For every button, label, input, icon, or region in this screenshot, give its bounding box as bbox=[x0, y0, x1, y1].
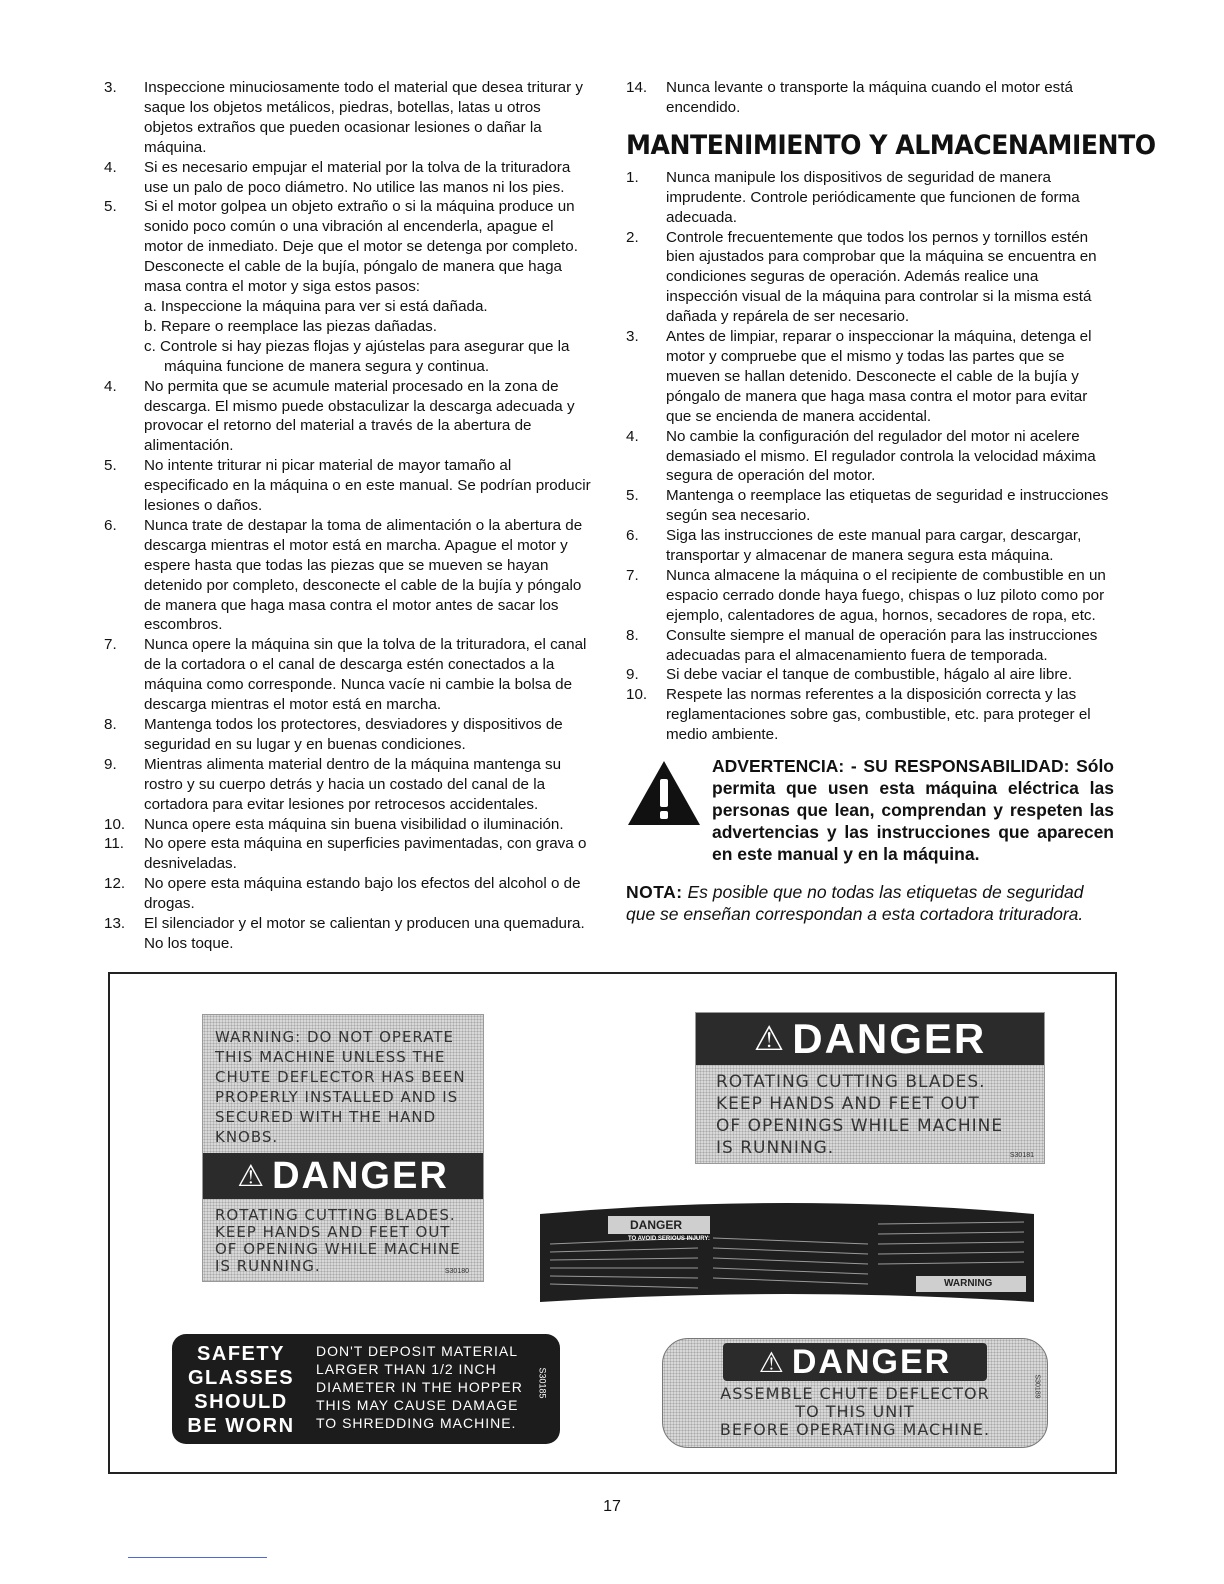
label-line: SAFETY bbox=[197, 1343, 285, 1365]
list-item bbox=[104, 874, 592, 914]
sub-list-item: c. Controle si hay piezas flojas y ajústelas para asegurar que la máquina funcione de manera segura y continua. bbox=[144, 337, 570, 375]
label-line: BE WORN bbox=[187, 1415, 295, 1437]
label-line: IS RUNNING. bbox=[716, 1138, 835, 1158]
list-item-number: 4. bbox=[626, 427, 639, 445]
danger-banner: ⚠ DANGER bbox=[203, 1153, 483, 1199]
label-line: ASSEMBLE CHUTE DEFLECTOR bbox=[720, 1384, 990, 1403]
list-item-text: Nunca opere la máquina sin que la tolva de la trituradora, el canal de la cortadora o el canal de descarga estén conectados a la máquina como corresponde. Nunca vacíe ni cambie la bolsa de descarga mientras el motor está en marcha. bbox=[144, 636, 587, 714]
list-item bbox=[104, 914, 592, 954]
sub-list-item: a. Inspeccione la máquina para ver si está dañada. bbox=[144, 297, 488, 315]
label-line: KEEP HANDS AND FEET OUT bbox=[716, 1094, 980, 1114]
danger-icon: ⚠ bbox=[753, 1020, 787, 1058]
label-safety-glasses: SAFETY GLASSES SHOULD BE WORN DON'T DEPOSIT MATERIAL LARGER THAN 1/2 INCH DIAMETER IN THE HOPPER THIS MAY CAUSE DAMAGE TO SHREDDING MACHINE. S30185 bbox=[172, 1334, 560, 1444]
list-item-text: Mantenga todos los protectores, desviadores y dispositivos de seguridad en su lugar y en buenas condiciones. bbox=[144, 716, 563, 753]
list-item-text: Consulte siempre el manual de operación para las instrucciones adecuadas para el almacenamiento fuera de temporada. bbox=[666, 626, 1098, 664]
label-line: WARNING: DO NOT OPERATE bbox=[215, 1028, 454, 1046]
label-line: BEFORE OPERATING MACHINE. bbox=[719, 1420, 991, 1439]
danger-banner: ⚠ DANGER bbox=[696, 1013, 1044, 1065]
list-item-text: Antes de limpiar, reparar o inspeccionar la máquina, detenga el motor y compruebe que el mismo y todas las partes que se mueven se hallan detenido. Desconecte el cable de la bujía y póngalo de manera que haga masa contra el motor para evitar que se encienda de manera accidental. bbox=[666, 328, 1092, 425]
list-item bbox=[104, 78, 592, 158]
safety-list-continued bbox=[626, 78, 1114, 118]
left-column bbox=[104, 78, 592, 954]
list-item: 14. Nunca levante o transporte la máquina cuando el motor está encendido. bbox=[626, 79, 1073, 116]
label-line: DIAMETER IN THE HOPPER bbox=[316, 1379, 523, 1395]
maintenance-list bbox=[626, 168, 1114, 745]
list-item-text: No opere esta máquina en superficies pavimentadas, con grava o desniveladas. bbox=[144, 835, 587, 873]
label-curved-danger-warning: DANGER TO AVOID SERIOUS INJURY: WARNING bbox=[538, 1192, 1036, 1304]
list-item-text: No opere esta máquina estando bajo los efectos del alcohol o de drogas. bbox=[144, 875, 581, 913]
label-danger-rotating-blades: ⚠ DANGER ROTATING CUTTING BLADES. KEEP HANDS AND FEET OUT OF OPENINGS WHILE MACHINE IS RUNNING. S30181 bbox=[695, 1012, 1045, 1164]
list-item bbox=[626, 486, 1114, 526]
list-item-text: Inspeccione minuciosamente todo el material que desea triturar y saque los objetos metálicos, piedras, botellas, latas u otros objetos extraños que pueden ocasionar lesiones o dañar la máquina. bbox=[144, 79, 583, 156]
list-item-text: No intente triturar ni picar material de mayor tamaño al especificado en la máquina o en este manual. Se podrían producir lesiones o daños. bbox=[144, 457, 591, 515]
label-line: GLASSES bbox=[187, 1367, 295, 1389]
list-item bbox=[104, 815, 592, 835]
list-item-text: Respete las normas referentes a la disposición correcta y las reglamentaciones sobre gas, combustible, etc. para proteger el medio ambiente. bbox=[666, 686, 1091, 744]
warning-triangle-icon bbox=[626, 759, 702, 827]
list-item-text: Siga las instrucciones de este manual para cargar, descargar, transportar y almacenar de manera segura esta máquina. bbox=[666, 527, 1082, 565]
list-item-number: 9. bbox=[626, 666, 639, 684]
label-line: PROPERLY INSTALLED AND IS bbox=[215, 1088, 459, 1106]
list-item-number: 2. bbox=[626, 228, 639, 246]
label-warning-lines bbox=[215, 1027, 466, 1147]
list-item-number: 1. bbox=[626, 168, 639, 186]
list-item bbox=[104, 197, 592, 376]
warning-text: ADVERTENCIA: - SU RESPONSABILIDAD: Sólo permita que usen esta máquina eléctrica las personas que lean, comprendan y respeten las advertencias y las instrucciones que aparecen en este manual y en la máquina. bbox=[712, 756, 1114, 865]
list-item-number: 3. bbox=[104, 79, 117, 96]
list-item-number: 9. bbox=[104, 755, 117, 773]
label-line: KEEP HANDS AND FEET OUT bbox=[215, 1223, 451, 1241]
list-item-number: 11. bbox=[104, 835, 124, 853]
list-item-text: Nunca almacene la máquina o el recipiente de combustible en un espacio cerrado donde haya fuego, chispas o luz piloto como por ejemplo, calentadores de agua, hornos, secadores de ropa, etc. bbox=[666, 566, 1106, 624]
list-item-text: Mantenga o reemplace las etiquetas de seguridad e instrucciones según sea necesario. bbox=[666, 487, 1109, 525]
list-item-text: Si debe vaciar el tanque de combustible, hágalo al aire libre. bbox=[666, 666, 1073, 684]
label-line: THIS MACHINE UNLESS THE bbox=[215, 1048, 446, 1066]
note bbox=[626, 881, 1114, 925]
list-item bbox=[626, 626, 1114, 666]
list-item-number: 10. bbox=[104, 815, 126, 833]
label-line: SECURED WITH THE HAND bbox=[215, 1108, 437, 1126]
list-item bbox=[626, 526, 1114, 566]
note-label: NOTA: bbox=[626, 882, 683, 903]
list-item-text: Si el motor golpea un objeto extraño o si la máquina produce un sonido poco común o una vibración al encenderla, apague el motor de inmediato. Deje que el motor se detenga por completo. Desconecte el cable de la bujía, póngalo de manera que haga masa contra el motor y siga estos pasos: bbox=[144, 198, 578, 296]
list-item bbox=[626, 566, 1114, 626]
list-item-text: Nunca manipule los dispositivos de seguridad de manera imprudente. Controle periódicamente que funcionen de forma adecuada. bbox=[666, 168, 1080, 226]
list-item-number: 7. bbox=[104, 636, 117, 654]
label-warning-danger: WARNING: DO NOT OPERATE THIS MACHINE UNLESS THE CHUTE DEFLECTOR HAS BEEN PROPERLY INSTALLED AND IS SECURED WITH THE HAND KNOBS. ⚠ DANGER ROTATING CUTTING BLADES. KEEP HANDS AND FEET OUT OF OPENING WHILE MACHINE IS RUNNING. S30180 bbox=[202, 1014, 484, 1282]
list-item bbox=[104, 158, 592, 198]
list-item-number: 5. bbox=[626, 487, 639, 505]
list-item-number: 12. bbox=[104, 875, 126, 893]
danger-icon: ⚠ bbox=[237, 1159, 267, 1193]
list-item-text: Mientras alimenta material dentro de la máquina mantenga su rostro y su cuerpo detrás y hacia un costado del canal de la cortadora para evitar lesiones por retrocesos accidentales. bbox=[144, 755, 562, 813]
list-item bbox=[104, 377, 592, 457]
list-item bbox=[104, 755, 592, 815]
list-item bbox=[626, 665, 1114, 685]
list-item-number: 10. bbox=[626, 686, 648, 704]
list-item bbox=[104, 516, 592, 635]
list-item bbox=[104, 456, 592, 516]
label-danger-lines bbox=[716, 1071, 1003, 1159]
list-item-number: 4. bbox=[104, 158, 117, 176]
label-line: IS RUNNING. bbox=[215, 1257, 321, 1275]
list-item bbox=[626, 327, 1114, 427]
sub-list bbox=[144, 297, 592, 377]
list-item-number: 8. bbox=[104, 716, 117, 733]
list-item-text: No cambie la configuración del regulador del motor ni acelere demasiado el mismo. El regulador controla la velocidad máxima segura de operación del motor. bbox=[666, 427, 1096, 485]
safety-list bbox=[104, 78, 592, 954]
label-deposit-warning-text bbox=[316, 1342, 523, 1432]
section-title: MANTENIMIENTO Y ALMACENAMIENTO bbox=[626, 129, 1156, 161]
label-danger-lines bbox=[663, 1385, 1047, 1439]
list-item bbox=[104, 834, 592, 874]
list-item-text: El silenciador y el motor se calientan y producen una quemadura. No los toque. bbox=[144, 915, 585, 952]
label-line: THIS MAY CAUSE DAMAGE bbox=[316, 1397, 519, 1413]
label-line: CHUTE DEFLECTOR HAS BEEN bbox=[215, 1068, 466, 1086]
page-number: 17 bbox=[603, 1498, 621, 1515]
list-item bbox=[626, 168, 1114, 228]
list-item bbox=[104, 715, 592, 755]
label-line: KNOBS. bbox=[215, 1128, 279, 1146]
label-line: ROTATING CUTTING BLADES. bbox=[215, 1206, 456, 1224]
list-item bbox=[626, 228, 1114, 328]
label-danger-assemble-chute: ⚠ DANGER ASSEMBLE CHUTE DEFLECTOR TO THIS UNIT BEFORE OPERATING MACHINE. S30189 bbox=[662, 1338, 1048, 1448]
list-item-number: 3. bbox=[626, 328, 639, 346]
footer-rule bbox=[128, 1557, 267, 1558]
danger-banner: ⚠ DANGER bbox=[723, 1343, 987, 1381]
list-item-number: 6. bbox=[104, 516, 117, 534]
list-item-text: Nunca trate de destapar la toma de alimentación o la abertura de descarga mientras el motor está en marcha. Apague el motor y espere hasta que todas las piezas que se mueven se hayan detenido por completo, desconecte el cable de la bujía y póngalo de manera que haga masa contra el motor antes de sacar los escombros. bbox=[144, 516, 583, 634]
list-item-number: 5. bbox=[104, 198, 117, 216]
list-item-text: Controle frecuentemente que todos los pernos y tornillos estén bien ajustados para comprobar que la máquina se encuentra en condiciones seguras de operación. Además realice una inspección visual de la máquina para controlar si la misma está dañada y repárela de ser necesario. bbox=[666, 228, 1097, 326]
right-column bbox=[626, 78, 1156, 925]
safety-labels-box bbox=[108, 972, 1117, 1474]
list-item-text: Si es necesario empujar el material por la tolva de la trituradora use un palo de poco diámetro. No utilice las manos ni los pies. bbox=[144, 158, 571, 196]
sub-list-item: b. Repare o reemplace las piezas dañadas. bbox=[144, 317, 437, 335]
label-danger-lines bbox=[215, 1207, 461, 1275]
list-item-number: 6. bbox=[626, 527, 639, 545]
list-item-number: 5. bbox=[104, 457, 117, 475]
label-line: LARGER THAN 1/2 INCH bbox=[316, 1361, 497, 1377]
list-item-text: Nunca opere esta máquina sin buena visibilidad o iluminación. bbox=[144, 815, 564, 833]
label-line: ROTATING CUTTING BLADES. bbox=[716, 1072, 986, 1092]
label-line: DON'T DEPOSIT MATERIAL bbox=[316, 1343, 519, 1359]
list-item bbox=[626, 427, 1114, 487]
list-item bbox=[626, 685, 1114, 745]
list-item-number: 13. bbox=[104, 915, 126, 933]
label-line: SHOULD bbox=[194, 1391, 288, 1413]
list-item-text: No permita que se acumule material procesado en la zona de descarga. El mismo puede obstaculizar la descarga adecuada y provocar el retorno del material a través de la abertura de alimentación. bbox=[144, 377, 575, 455]
note-text: Es posible que no todas las etiquetas de seguridad que se enseñan correspondan a esta cortadora trituradora. bbox=[626, 882, 1084, 925]
label-safety-glasses-text bbox=[186, 1342, 296, 1438]
label-line: OF OPENINGS WHILE MACHINE bbox=[716, 1116, 1004, 1136]
label-line: TO SHREDDING MACHINE. bbox=[316, 1415, 517, 1431]
danger-icon: ⚠ bbox=[758, 1346, 786, 1378]
label-line: OF OPENING WHILE MACHINE bbox=[215, 1240, 461, 1258]
list-item-number: 8. bbox=[626, 626, 639, 644]
warning-block bbox=[626, 755, 1114, 865]
label-line: TO THIS UNIT bbox=[795, 1402, 915, 1421]
list-item-number: 7. bbox=[626, 566, 639, 584]
list-item-number: 4. bbox=[104, 377, 117, 395]
list-item bbox=[104, 635, 592, 715]
